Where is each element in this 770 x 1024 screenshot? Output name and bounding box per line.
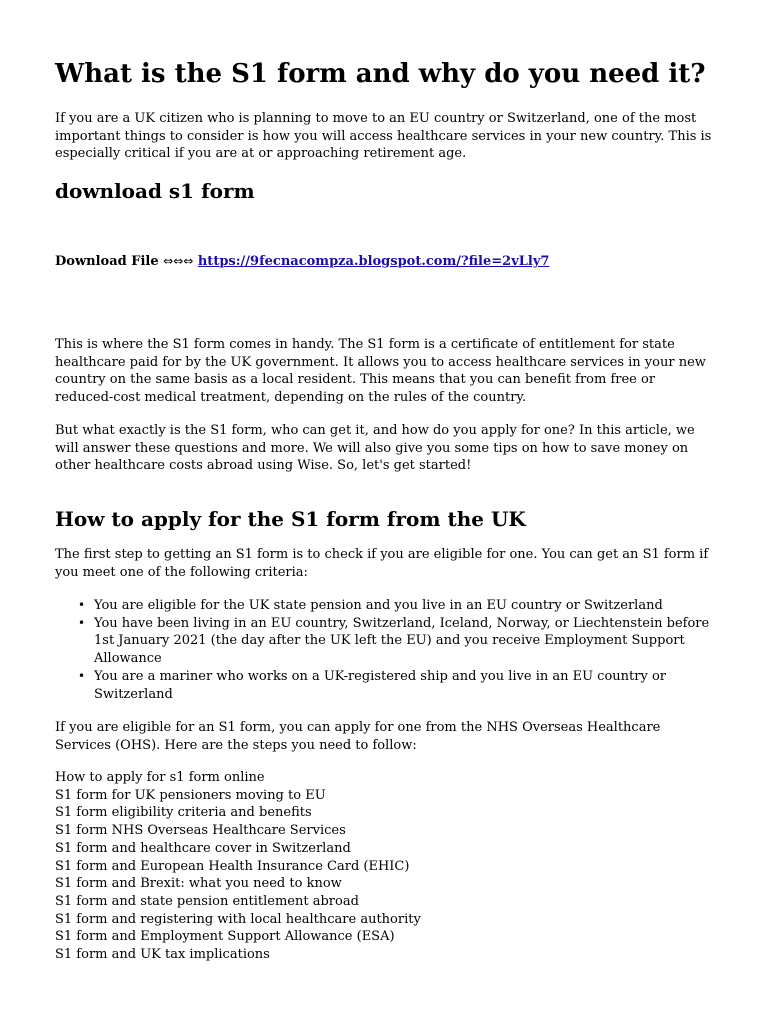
topic-line: S1 form and state pension entitlement abroad [55, 893, 359, 909]
intro-paragraph: If you are a UK citizen who is planning to move to an EU country or Switzerland, one of the most important things to consider is how you will access healthcare services in your new country. This is especially critical if you are at or approaching retirement age. [55, 111, 712, 162]
topic-line: S1 form and European Health Insurance Card (EHIC) [55, 858, 410, 874]
topic-line: S1 form and registering with local healthcare authority [55, 911, 421, 927]
eligibility-paragraph: The first step to getting an S1 form is to check if you are eligible for one. You can get an S1 form if you meet one of the following criteria: [55, 547, 709, 580]
topic-line: How to apply for s1 form online [55, 770, 265, 785]
topic-lines [55, 769, 717, 964]
apply-heading: How to apply for the S1 form from the UK [55, 507, 526, 531]
topic-line: S1 form and Brexit: what you need to know [55, 876, 342, 892]
topic-line: S1 form eligibility criteria and benefits [55, 805, 312, 821]
bullet-icon: • [78, 598, 86, 612]
bullet-icon: • [78, 615, 86, 630]
criteria-list [55, 597, 717, 703]
list-item [78, 615, 717, 668]
bullet-icon: • [78, 668, 86, 683]
topic-line: S1 form for UK pensioners moving to EU [55, 787, 326, 803]
download-link[interactable]: https://9fecnacompza.blogspot.com/?file=2vLly7 [197, 254, 550, 269]
topic-line: S1 form and healthcare cover in Switzerland [55, 840, 351, 856]
download-heading: download s1 form [55, 179, 255, 203]
s1-questions-paragraph: But what exactly is the S1 form, who can get it, and how do you apply for one? In this article, we will answer these questions and more. We will also give you some tips on how to save money on other healthcare costs abroad using Wise. So, let's get started! [55, 423, 695, 474]
list-item-text: You are eligible for the UK state pension and you live in an EU country or Switzerland [94, 598, 663, 613]
list-item [78, 597, 717, 615]
apply-steps-paragraph: If you are eligible for an S1 form, you can apply for one from the NHS Overseas Healthcare Services (OHS). Here are the steps you need to follow: [55, 720, 661, 753]
topic-line: S1 form and Employment Support Allowance (ESA) [55, 929, 395, 945]
topic-line: S1 form and UK tax implications [55, 947, 270, 963]
list-item-text: You have been living in an EU country, Switzerland, Iceland, Norway, or Liechtenstein before 1st January 2021 (the day after the UK left the EU) and you receive Employment Support Allowance [94, 615, 710, 667]
list-item [78, 668, 717, 703]
topic-line: S1 form NHS Overseas Healthcare Services [55, 823, 346, 839]
download-line [55, 253, 717, 271]
list-item-text: You are a mariner who works on a UK-registered ship and you live in an EU country or Switzerland [94, 668, 666, 702]
page-title: What is the S1 form and why do you need it? [55, 59, 706, 89]
arrows-icon: ⇔⇔⇔ [163, 254, 194, 268]
s1-handy-paragraph: This is where the S1 form comes in handy. The S1 form is a certificate of entitlement for state healthcare paid for by the UK government. It allows you to access healthcare services in your new country on the same basis as a local resident. This means that you can benefit from free or reduced-cost medical treatment, depending on the rules of the country. [55, 337, 706, 406]
download-label: Download File [55, 254, 159, 269]
